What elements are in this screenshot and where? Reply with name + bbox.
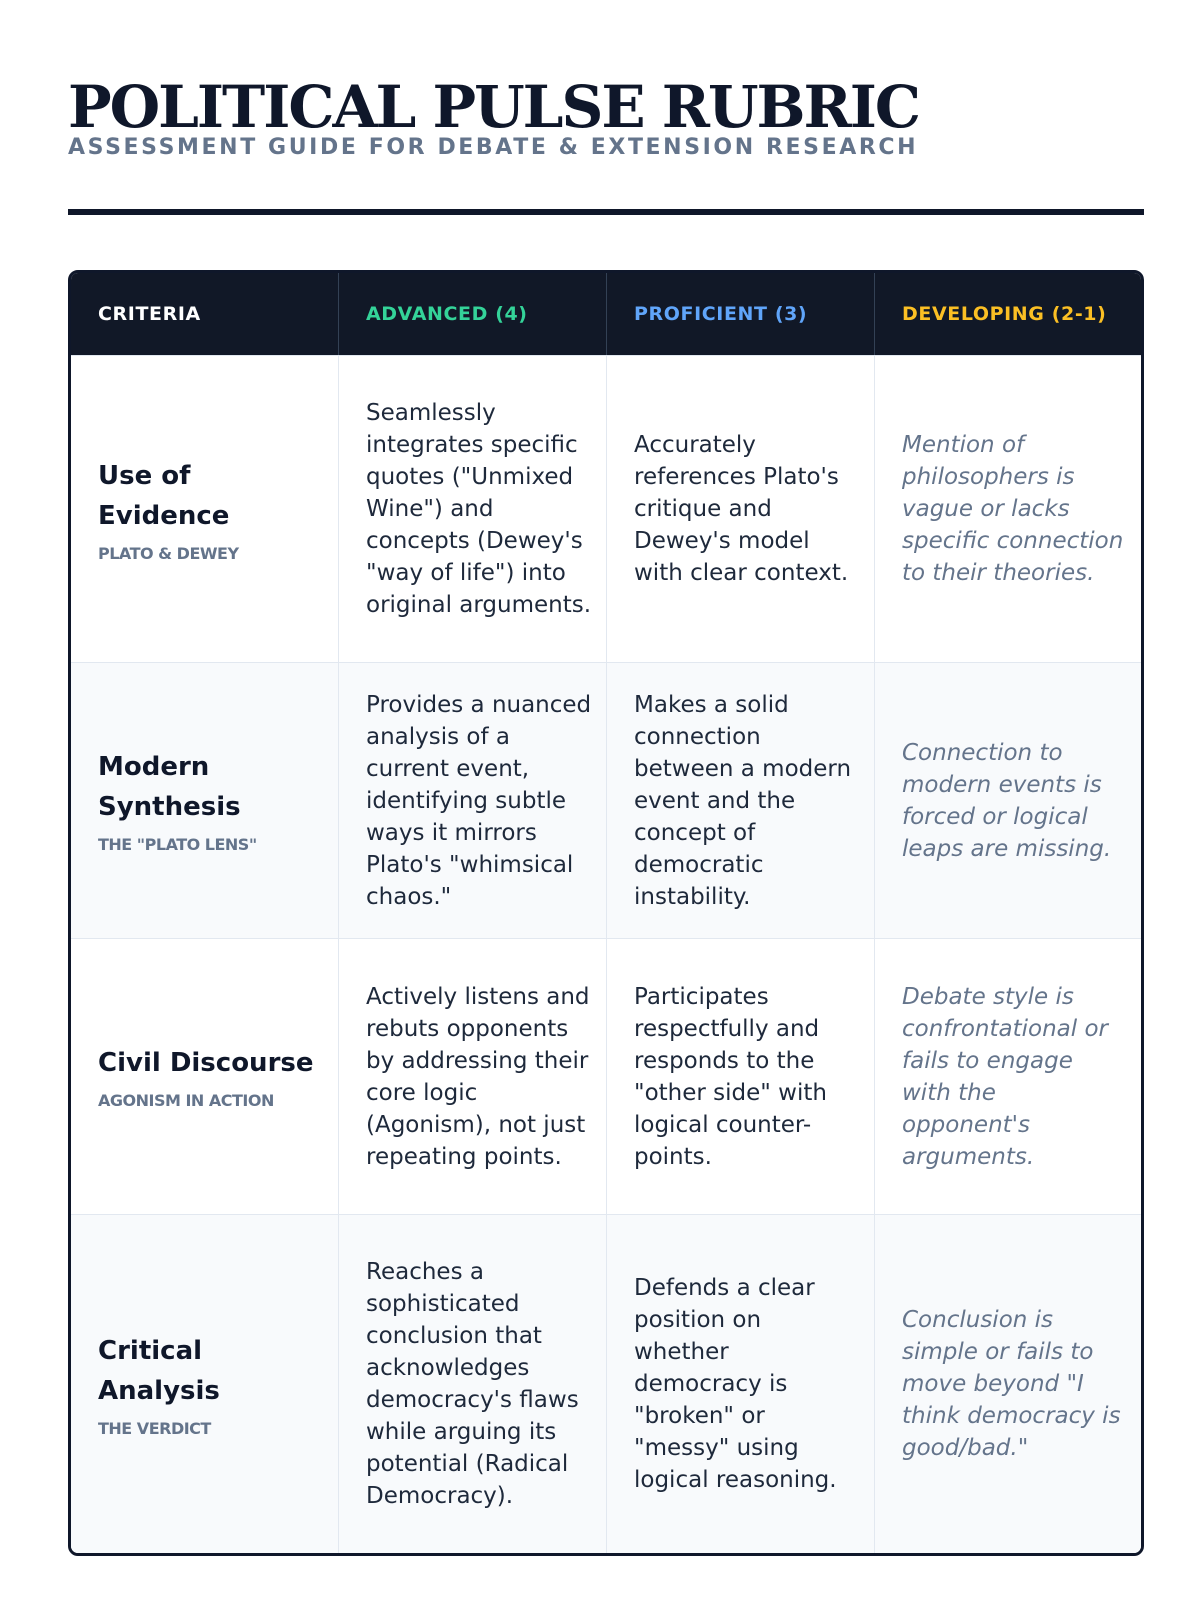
developing-cell [874,939,1141,1214]
criteria-tag: PLATO & DEWEY [98,543,239,563]
criteria-cell [71,939,338,1214]
advanced-cell [338,663,606,938]
rubric-row-critical-analysis [71,1214,1141,1553]
proficient-cell [606,939,874,1214]
advanced-cell [338,356,606,662]
criteria-name: Critical Analysis [98,1335,220,1406]
criteria-name: Civil Discourse [98,1048,314,1078]
title-divider [68,209,1144,215]
proficient-description: Accurately references Plato's critique and Dewey's model with clear context. [634,432,849,586]
developing-cell [874,1215,1141,1553]
rubric-table [68,270,1144,1556]
proficient-cell [606,1215,874,1553]
criteria-name: Use of Evidence [98,460,230,531]
proficient-cell [606,663,874,938]
rubric-row-modern-synthesis [71,662,1141,938]
criteria-tag: THE "PLATO LENS" [98,835,257,854]
advanced-description: Actively listens and rebuts opponents by addressing their core logic (Agonism), not just repeating points. [366,983,590,1170]
column-header-criteria: CRITERIA [98,303,201,325]
proficient-description: Defends a clear position on whether democracy is "broken" or "messy" using logical reasoning. [634,1275,837,1493]
criteria-tag: AGONISM IN ACTION [98,1091,274,1110]
column-header-advanced: ADVANCED (4) [338,273,606,355]
criteria-name: Modern Synthesis [98,752,241,822]
advanced-cell [338,1215,606,1553]
proficient-description: Makes a solid connection between a modern event and the concept of democratic instability. [634,691,852,910]
criteria-cell [71,663,338,938]
advanced-description: Provides a nuanced analysis of a current event, identifying subtle ways it mirrors Plato's "whimsical chaos." [366,691,592,910]
criteria-cell [71,1215,338,1553]
developing-description: Connection to modern events is forced or logical leaps are missing. [902,739,1112,862]
rubric-header-row [71,273,1141,355]
developing-cell [874,356,1141,662]
advanced-description: Reaches a sophisticated conclusion that acknowledges democracy's flaws while arguing its potential (Radical Democracy). [366,1259,579,1509]
proficient-cell [606,356,874,662]
criteria-cell [71,356,338,662]
developing-description: Debate style is confrontational or fails to engage with the opponent's arguments. [902,983,1108,1170]
developing-description: Mention of philosophers is vague or lacks specific connection to their theories. [902,432,1124,586]
criteria-tag: THE VERDICT [98,1418,211,1438]
advanced-cell [338,939,606,1214]
advanced-description: Seamlessly integrates specific quotes ("Unmixed Wine") and concepts (Dewey's "way of life") into original arguments. [366,400,592,618]
rubric-row-civil-discourse [71,938,1141,1214]
proficient-description: Participates respectfully and responds to the "other side" with logical counter-points. [634,983,827,1170]
column-header-developing: DEVELOPING (2-1) [874,273,1141,355]
developing-cell [874,663,1141,938]
column-header-proficient: PROFICIENT (3) [606,273,874,355]
page-title: POLITICAL PULSE RUBRIC [68,73,920,141]
developing-description: Conclusion is simple or fails to move beyond "I think democracy is good/bad." [902,1307,1121,1461]
rubric-row-use-of-evidence [71,355,1141,662]
page-subtitle: ASSESSMENT GUIDE FOR DEBATE & EXTENSION RESEARCH [68,135,919,160]
